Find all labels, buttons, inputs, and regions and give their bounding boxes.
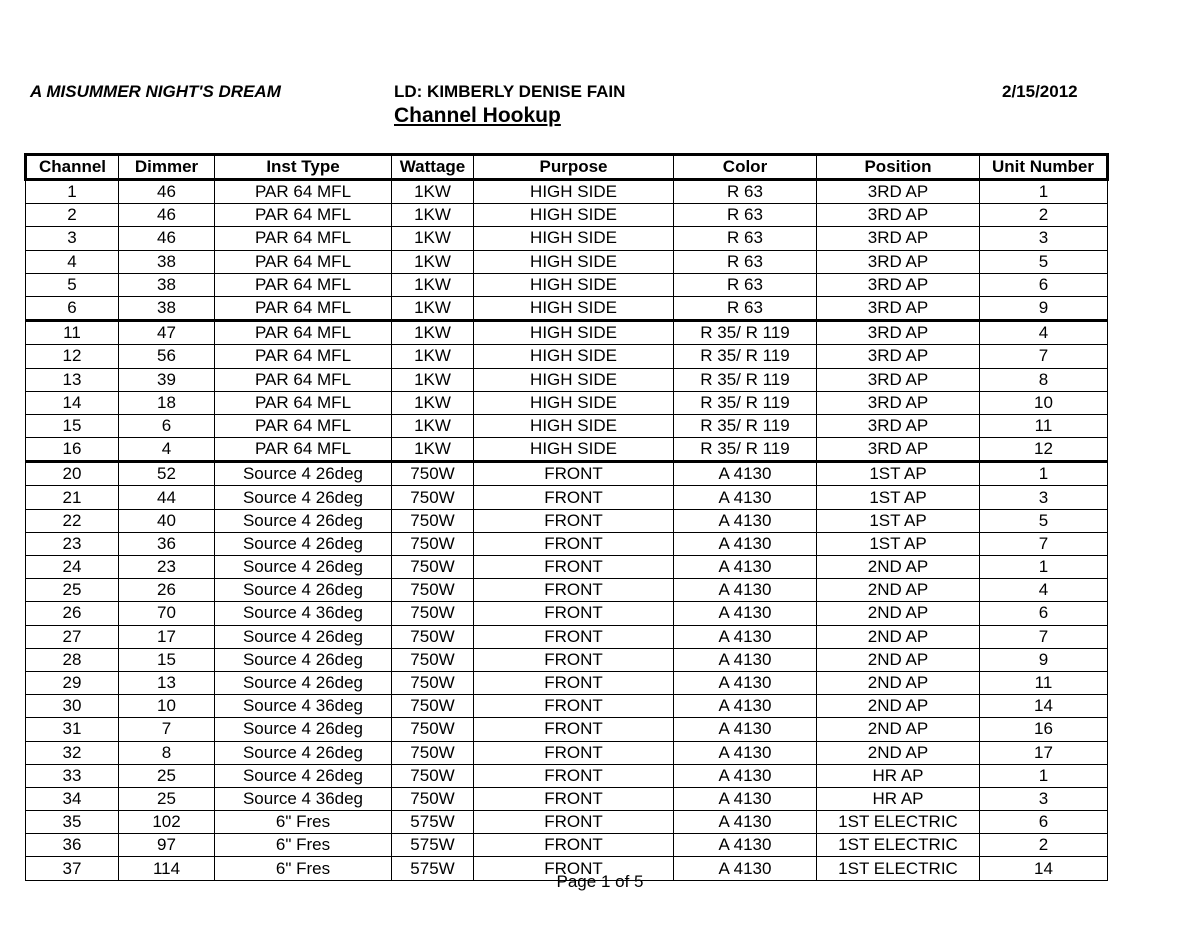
position-cell: 3RD AP — [817, 204, 980, 227]
wattage-cell: 750W — [392, 718, 474, 741]
dimmer-cell: 26 — [119, 579, 215, 602]
inst-type-cell: PAR 64 MFL — [215, 345, 392, 368]
wattage-cell: 1KW — [392, 321, 474, 345]
table-row — [26, 204, 1108, 227]
table-row — [26, 391, 1108, 414]
inst-type-cell: PAR 64 MFL — [215, 438, 392, 462]
column-header-unit-number: Unit Number — [980, 155, 1108, 180]
color-cell: A 4130 — [674, 741, 817, 764]
table-row — [26, 718, 1108, 741]
wattage-cell: 750W — [392, 486, 474, 509]
inst-type-cell: Source 4 26deg — [215, 579, 392, 602]
unit-number-cell: 4 — [980, 321, 1108, 345]
position-cell: HR AP — [817, 764, 980, 787]
unit-number-cell: 5 — [980, 250, 1108, 273]
color-cell: R 63 — [674, 180, 817, 204]
unit-number-cell: 5 — [980, 509, 1108, 532]
unit-number-cell: 9 — [980, 648, 1108, 671]
position-cell: 2ND AP — [817, 671, 980, 694]
dimmer-cell: 13 — [119, 671, 215, 694]
purpose-cell: FRONT — [474, 556, 674, 579]
document-date: 2/15/2012 — [1002, 82, 1078, 101]
position-cell: 3RD AP — [817, 414, 980, 437]
wattage-cell: 750W — [392, 532, 474, 555]
inst-type-cell: Source 4 26deg — [215, 556, 392, 579]
purpose-cell: HIGH SIDE — [474, 321, 674, 345]
purpose-cell: HIGH SIDE — [474, 180, 674, 204]
inst-type-cell: PAR 64 MFL — [215, 391, 392, 414]
dimmer-cell: 25 — [119, 787, 215, 810]
wattage-cell: 750W — [392, 695, 474, 718]
position-cell: 2ND AP — [817, 625, 980, 648]
table-row — [26, 438, 1108, 462]
wattage-cell: 575W — [392, 857, 474, 880]
position-cell: 3RD AP — [817, 296, 980, 320]
inst-type-cell: Source 4 26deg — [215, 625, 392, 648]
show-title: A MISUMMER NIGHT'S DREAM — [30, 82, 281, 101]
purpose-cell: FRONT — [474, 695, 674, 718]
position-cell: 3RD AP — [817, 273, 980, 296]
dimmer-cell: 70 — [119, 602, 215, 625]
position-cell: 2ND AP — [817, 695, 980, 718]
channel-cell: 36 — [26, 834, 119, 857]
table-row — [26, 180, 1108, 204]
purpose-cell: HIGH SIDE — [474, 345, 674, 368]
wattage-cell: 575W — [392, 811, 474, 834]
color-cell: A 4130 — [674, 625, 817, 648]
table-row — [26, 227, 1108, 250]
wattage-cell: 750W — [392, 625, 474, 648]
purpose-cell: FRONT — [474, 625, 674, 648]
wattage-cell: 750W — [392, 648, 474, 671]
wattage-cell: 1KW — [392, 180, 474, 204]
column-header-wattage: Wattage — [392, 155, 474, 180]
channel-cell: 5 — [26, 273, 119, 296]
position-cell: 1ST ELECTRIC — [817, 811, 980, 834]
inst-type-cell: Source 4 36deg — [215, 695, 392, 718]
wattage-cell: 750W — [392, 462, 474, 486]
inst-type-cell: Source 4 26deg — [215, 764, 392, 787]
dimmer-cell: 8 — [119, 741, 215, 764]
document-subtitle: Channel Hookup — [394, 104, 561, 127]
channel-cell: 4 — [26, 250, 119, 273]
color-cell: R 35/ R 119 — [674, 414, 817, 437]
unit-number-cell: 1 — [980, 180, 1108, 204]
channel-cell: 23 — [26, 532, 119, 555]
position-cell: HR AP — [817, 787, 980, 810]
position-cell: 2ND AP — [817, 718, 980, 741]
dimmer-cell: 46 — [119, 180, 215, 204]
table-row — [26, 345, 1108, 368]
color-cell: R 63 — [674, 227, 817, 250]
wattage-cell: 750W — [392, 509, 474, 532]
color-cell: A 4130 — [674, 787, 817, 810]
unit-number-cell: 1 — [980, 462, 1108, 486]
unit-number-cell: 1 — [980, 764, 1108, 787]
color-cell: A 4130 — [674, 671, 817, 694]
channel-cell: 28 — [26, 648, 119, 671]
position-cell: 3RD AP — [817, 345, 980, 368]
inst-type-cell: PAR 64 MFL — [215, 368, 392, 391]
column-header-color: Color — [674, 155, 817, 180]
color-cell: A 4130 — [674, 532, 817, 555]
color-cell: R 35/ R 119 — [674, 345, 817, 368]
dimmer-cell: 39 — [119, 368, 215, 391]
unit-number-cell: 7 — [980, 345, 1108, 368]
dimmer-cell: 4 — [119, 438, 215, 462]
position-cell: 2ND AP — [817, 556, 980, 579]
color-cell: R 63 — [674, 273, 817, 296]
table-row — [26, 625, 1108, 648]
purpose-cell: FRONT — [474, 602, 674, 625]
table-row — [26, 648, 1108, 671]
table-row — [26, 414, 1108, 437]
position-cell: 1ST AP — [817, 462, 980, 486]
position-cell: 2ND AP — [817, 602, 980, 625]
channel-cell: 22 — [26, 509, 119, 532]
channel-cell: 14 — [26, 391, 119, 414]
dimmer-cell: 40 — [119, 509, 215, 532]
table-row — [26, 787, 1108, 810]
dimmer-cell: 52 — [119, 462, 215, 486]
unit-number-cell: 2 — [980, 834, 1108, 857]
column-header-channel: Channel — [26, 155, 119, 180]
position-cell: 3RD AP — [817, 227, 980, 250]
position-cell: 3RD AP — [817, 391, 980, 414]
lighting-designer: LD: KIMBERLY DENISE FAIN — [394, 82, 626, 101]
table-row — [26, 579, 1108, 602]
inst-type-cell: Source 4 26deg — [215, 741, 392, 764]
channel-cell: 27 — [26, 625, 119, 648]
wattage-cell: 1KW — [392, 345, 474, 368]
unit-number-cell: 6 — [980, 273, 1108, 296]
channel-cell: 25 — [26, 579, 119, 602]
unit-number-cell: 6 — [980, 811, 1108, 834]
purpose-cell: HIGH SIDE — [474, 438, 674, 462]
table-row — [26, 462, 1108, 486]
page-number: Page 1 of 5 — [556, 872, 644, 891]
inst-type-cell: Source 4 26deg — [215, 671, 392, 694]
dimmer-cell: 36 — [119, 532, 215, 555]
purpose-cell: FRONT — [474, 741, 674, 764]
inst-type-cell: PAR 64 MFL — [215, 180, 392, 204]
inst-type-cell: PAR 64 MFL — [215, 321, 392, 345]
table-row — [26, 509, 1108, 532]
unit-number-cell: 7 — [980, 625, 1108, 648]
unit-number-cell: 6 — [980, 602, 1108, 625]
dimmer-cell: 102 — [119, 811, 215, 834]
dimmer-cell: 97 — [119, 834, 215, 857]
inst-type-cell: PAR 64 MFL — [215, 227, 392, 250]
color-cell: A 4130 — [674, 648, 817, 671]
color-cell: A 4130 — [674, 602, 817, 625]
table-row — [26, 486, 1108, 509]
unit-number-cell: 14 — [980, 857, 1108, 880]
dimmer-cell: 46 — [119, 227, 215, 250]
position-cell: 3RD AP — [817, 180, 980, 204]
table-row — [26, 602, 1108, 625]
channel-cell: 34 — [26, 787, 119, 810]
wattage-cell: 750W — [392, 764, 474, 787]
dimmer-cell: 38 — [119, 273, 215, 296]
color-cell: A 4130 — [674, 695, 817, 718]
inst-type-cell: PAR 64 MFL — [215, 273, 392, 296]
dimmer-cell: 15 — [119, 648, 215, 671]
color-cell: R 35/ R 119 — [674, 391, 817, 414]
position-cell: 1ST ELECTRIC — [817, 857, 980, 880]
purpose-cell: HIGH SIDE — [474, 296, 674, 320]
inst-type-cell: Source 4 26deg — [215, 509, 392, 532]
purpose-cell: HIGH SIDE — [474, 250, 674, 273]
unit-number-cell: 8 — [980, 368, 1108, 391]
table-row — [26, 368, 1108, 391]
unit-number-cell: 14 — [980, 695, 1108, 718]
unit-number-cell: 3 — [980, 787, 1108, 810]
position-cell: 2ND AP — [817, 579, 980, 602]
column-header-inst-type: Inst Type — [215, 155, 392, 180]
table-row — [26, 273, 1108, 296]
purpose-cell: FRONT — [474, 671, 674, 694]
wattage-cell: 1KW — [392, 227, 474, 250]
dimmer-cell: 23 — [119, 556, 215, 579]
color-cell: R 35/ R 119 — [674, 438, 817, 462]
wattage-cell: 1KW — [392, 204, 474, 227]
channel-cell: 11 — [26, 321, 119, 345]
channel-cell: 20 — [26, 462, 119, 486]
dimmer-cell: 7 — [119, 718, 215, 741]
wattage-cell: 750W — [392, 787, 474, 810]
wattage-cell: 1KW — [392, 414, 474, 437]
unit-number-cell: 1 — [980, 556, 1108, 579]
wattage-cell: 1KW — [392, 296, 474, 320]
unit-number-cell: 11 — [980, 414, 1108, 437]
wattage-cell: 1KW — [392, 368, 474, 391]
color-cell: A 4130 — [674, 486, 817, 509]
unit-number-cell: 4 — [980, 579, 1108, 602]
purpose-cell: FRONT — [474, 787, 674, 810]
channel-cell: 3 — [26, 227, 119, 250]
wattage-cell: 1KW — [392, 273, 474, 296]
inst-type-cell: Source 4 26deg — [215, 462, 392, 486]
inst-type-cell: Source 4 26deg — [215, 648, 392, 671]
position-cell: 1ST ELECTRIC — [817, 834, 980, 857]
table-row — [26, 695, 1108, 718]
color-cell: A 4130 — [674, 556, 817, 579]
color-cell: A 4130 — [674, 718, 817, 741]
unit-number-cell: 9 — [980, 296, 1108, 320]
table-row — [26, 834, 1108, 857]
position-cell: 1ST AP — [817, 532, 980, 555]
purpose-cell: FRONT — [474, 811, 674, 834]
color-cell: R 63 — [674, 204, 817, 227]
dimmer-cell: 25 — [119, 764, 215, 787]
channel-cell: 32 — [26, 741, 119, 764]
purpose-cell: HIGH SIDE — [474, 368, 674, 391]
position-cell: 3RD AP — [817, 368, 980, 391]
dimmer-cell: 38 — [119, 250, 215, 273]
purpose-cell: FRONT — [474, 462, 674, 486]
inst-type-cell: Source 4 26deg — [215, 532, 392, 555]
unit-number-cell: 3 — [980, 227, 1108, 250]
unit-number-cell: 2 — [980, 204, 1108, 227]
unit-number-cell: 3 — [980, 486, 1108, 509]
color-cell: A 4130 — [674, 462, 817, 486]
color-cell: A 4130 — [674, 834, 817, 857]
inst-type-cell: PAR 64 MFL — [215, 204, 392, 227]
purpose-cell: FRONT — [474, 648, 674, 671]
purpose-cell: FRONT — [474, 579, 674, 602]
inst-type-cell: Source 4 36deg — [215, 787, 392, 810]
unit-number-cell: 11 — [980, 671, 1108, 694]
unit-number-cell: 16 — [980, 718, 1108, 741]
color-cell: A 4130 — [674, 579, 817, 602]
color-cell: A 4130 — [674, 811, 817, 834]
dimmer-cell: 46 — [119, 204, 215, 227]
wattage-cell: 750W — [392, 671, 474, 694]
color-cell: A 4130 — [674, 857, 817, 880]
table-row — [26, 250, 1108, 273]
table-row — [26, 764, 1108, 787]
dimmer-cell: 38 — [119, 296, 215, 320]
purpose-cell: FRONT — [474, 764, 674, 787]
column-header-purpose: Purpose — [474, 155, 674, 180]
dimmer-cell: 6 — [119, 414, 215, 437]
channel-cell: 35 — [26, 811, 119, 834]
unit-number-cell: 17 — [980, 741, 1108, 764]
wattage-cell: 1KW — [392, 250, 474, 273]
channel-cell: 33 — [26, 764, 119, 787]
position-cell: 3RD AP — [817, 438, 980, 462]
inst-type-cell: PAR 64 MFL — [215, 250, 392, 273]
inst-type-cell: PAR 64 MFL — [215, 414, 392, 437]
position-cell: 2ND AP — [817, 648, 980, 671]
channel-cell: 26 — [26, 602, 119, 625]
wattage-cell: 750W — [392, 741, 474, 764]
channel-cell: 31 — [26, 718, 119, 741]
channel-cell: 37 — [26, 857, 119, 880]
channel-cell: 6 — [26, 296, 119, 320]
inst-type-cell: 6" Fres — [215, 811, 392, 834]
dimmer-cell: 10 — [119, 695, 215, 718]
channel-hookup-table — [24, 153, 1109, 881]
purpose-cell: HIGH SIDE — [474, 227, 674, 250]
purpose-cell: HIGH SIDE — [474, 273, 674, 296]
inst-type-cell: Source 4 26deg — [215, 718, 392, 741]
wattage-cell: 750W — [392, 602, 474, 625]
inst-type-cell: Source 4 36deg — [215, 602, 392, 625]
channel-cell: 29 — [26, 671, 119, 694]
purpose-cell: HIGH SIDE — [474, 391, 674, 414]
channel-cell: 2 — [26, 204, 119, 227]
wattage-cell: 750W — [392, 556, 474, 579]
purpose-cell: FRONT — [474, 532, 674, 555]
channel-cell: 15 — [26, 414, 119, 437]
wattage-cell: 1KW — [392, 438, 474, 462]
dimmer-cell: 114 — [119, 857, 215, 880]
purpose-cell: FRONT — [474, 486, 674, 509]
color-cell: A 4130 — [674, 764, 817, 787]
purpose-cell: HIGH SIDE — [474, 414, 674, 437]
purpose-cell: FRONT — [474, 834, 674, 857]
dimmer-cell: 44 — [119, 486, 215, 509]
table-row — [26, 671, 1108, 694]
purpose-cell: HIGH SIDE — [474, 204, 674, 227]
unit-number-cell: 10 — [980, 391, 1108, 414]
wattage-cell: 575W — [392, 834, 474, 857]
unit-number-cell: 7 — [980, 532, 1108, 555]
color-cell: R 63 — [674, 250, 817, 273]
position-cell: 1ST AP — [817, 486, 980, 509]
column-header-position: Position — [817, 155, 980, 180]
position-cell: 3RD AP — [817, 250, 980, 273]
dimmer-cell: 17 — [119, 625, 215, 648]
purpose-cell: FRONT — [474, 718, 674, 741]
channel-cell: 1 — [26, 180, 119, 204]
table-header-row — [26, 155, 1108, 180]
inst-type-cell: 6" Fres — [215, 834, 392, 857]
wattage-cell: 750W — [392, 579, 474, 602]
channel-cell: 30 — [26, 695, 119, 718]
color-cell: A 4130 — [674, 509, 817, 532]
table-row — [26, 741, 1108, 764]
position-cell: 1ST AP — [817, 509, 980, 532]
table-row — [26, 532, 1108, 555]
table-row — [26, 321, 1108, 345]
dimmer-cell: 18 — [119, 391, 215, 414]
wattage-cell: 1KW — [392, 391, 474, 414]
table-row — [26, 296, 1108, 320]
table-row — [26, 811, 1108, 834]
dimmer-cell: 56 — [119, 345, 215, 368]
position-cell: 2ND AP — [817, 741, 980, 764]
purpose-cell: FRONT — [474, 509, 674, 532]
channel-cell: 21 — [26, 486, 119, 509]
inst-type-cell: PAR 64 MFL — [215, 296, 392, 320]
color-cell: R 35/ R 119 — [674, 368, 817, 391]
channel-cell: 12 — [26, 345, 119, 368]
inst-type-cell: Source 4 26deg — [215, 486, 392, 509]
inst-type-cell: 6" Fres — [215, 857, 392, 880]
column-header-dimmer: Dimmer — [119, 155, 215, 180]
channel-cell: 13 — [26, 368, 119, 391]
channel-cell: 24 — [26, 556, 119, 579]
channel-cell: 16 — [26, 438, 119, 462]
color-cell: R 63 — [674, 296, 817, 320]
color-cell: R 35/ R 119 — [674, 321, 817, 345]
purpose-cell: FRONT — [474, 857, 674, 880]
dimmer-cell: 47 — [119, 321, 215, 345]
table-row — [26, 556, 1108, 579]
table-body — [26, 180, 1108, 881]
unit-number-cell: 12 — [980, 438, 1108, 462]
position-cell: 3RD AP — [817, 321, 980, 345]
